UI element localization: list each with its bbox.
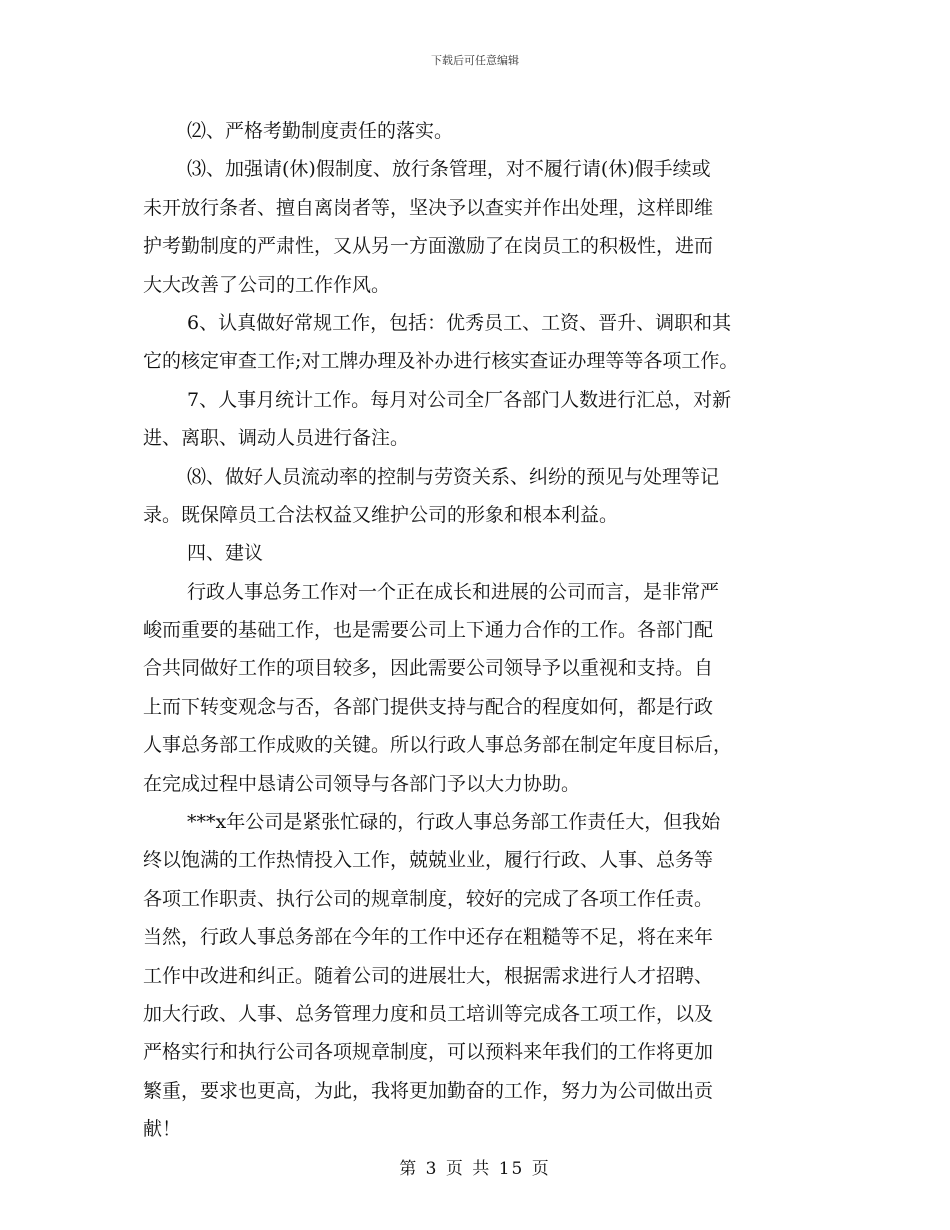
paragraph-line: 人事总务部工作成败的关键。所以行政人事总务部在制定年度目标后， [143,734,733,757]
paragraph-line: 献！ [143,1118,182,1141]
paragraph-line: 各项工作职责、执行公司的规章制度，较好的完成了各项工作任责。 [143,887,714,910]
paragraph-line: 在完成过程中恳请公司领导与各部门予以大力协助。 [143,772,581,795]
paragraph-line: 当然，行政人事总务部在今年的工作中还存在粗糙等不足，将在来年 [143,926,714,949]
page-footer: 第 3 页 共 15 页 [399,1159,551,1179]
paragraph-line: 终以饱满的工作热情投入工作，兢兢业业，履行行政、人事、总务等 [143,849,714,872]
paragraph-line: 严格实行和执行公司各项规章制度，可以预料来年我们的工作将更加 [143,1041,714,1064]
body-text [143,112,813,1149]
paragraph-line: 6、认真做好常规工作，包括：优秀员工、工资、晋升、调职和其 [187,311,732,334]
paragraph-line: 峻而重要的基础工作，也是需要公司上下通力合作的工作。各部门配 [143,619,714,642]
paragraph-line: 7、人事月统计工作。每月对公司全厂各部门人数进行汇总，对新 [187,388,732,411]
paragraph-line: 加大行政、人事、总务管理力度和员工培训等完成各工项工作，以及 [143,1002,714,1025]
paragraph-line: 未开放行条者、擅自离岗者等，坚决予以查实并作出处理，这样即维 [143,196,714,219]
paragraph-line: 进、离职、调动人员进行备注。 [143,427,410,450]
paragraph-line: 上而下转变观念与否，各部门提供支持与配合的程度如何，都是行政 [143,695,714,718]
paragraph-line: ⑻、做好人员流动率的控制与劳资关系、纠纷的预见与处理等记 [187,465,720,488]
paragraph-line: 行政人事总务工作对一个正在成长和进展的公司而言，是非常严 [187,580,720,603]
section-heading: 四、建议 [187,542,264,565]
paragraph-line: ***x年公司是紧张忙碌的，行政人事总务部工作责任大，但我始 [187,811,721,834]
paragraph-line: 合共同做好工作的项目较多，因此需要公司领导予以重视和支持。自 [143,657,714,680]
paragraph-line: ⑵、严格考勤制度责任的落实。 [187,120,454,142]
page-header: 下载后可任意编辑 [431,54,519,67]
paragraph-line: 工作中改进和纠正。随着公司的进展壮大，根据需求进行人才招聘、 [143,964,714,987]
paragraph-line: 录。既保障员工合法权益又维护公司的形象和根本利益。 [143,503,619,526]
paragraph-line: ⑶、加强请(休)假制度、放行条管理，对不履行请(休)假手续或 [187,158,711,181]
paragraph-line: 大大改善了公司的工作作风。 [143,273,391,296]
paragraph-line: 繁重，要求也更高，为此，我将更加勤奋的工作，努力为公司做出贡 [143,1079,714,1102]
paragraph-line: 它的核定审查工作;对工牌办理及补办进行核实查证办理等等各项工作。 [143,350,739,373]
paragraph-line: 护考勤制度的严肃性，又从另一方面激励了在岗员工的积极性，进而 [143,235,714,258]
